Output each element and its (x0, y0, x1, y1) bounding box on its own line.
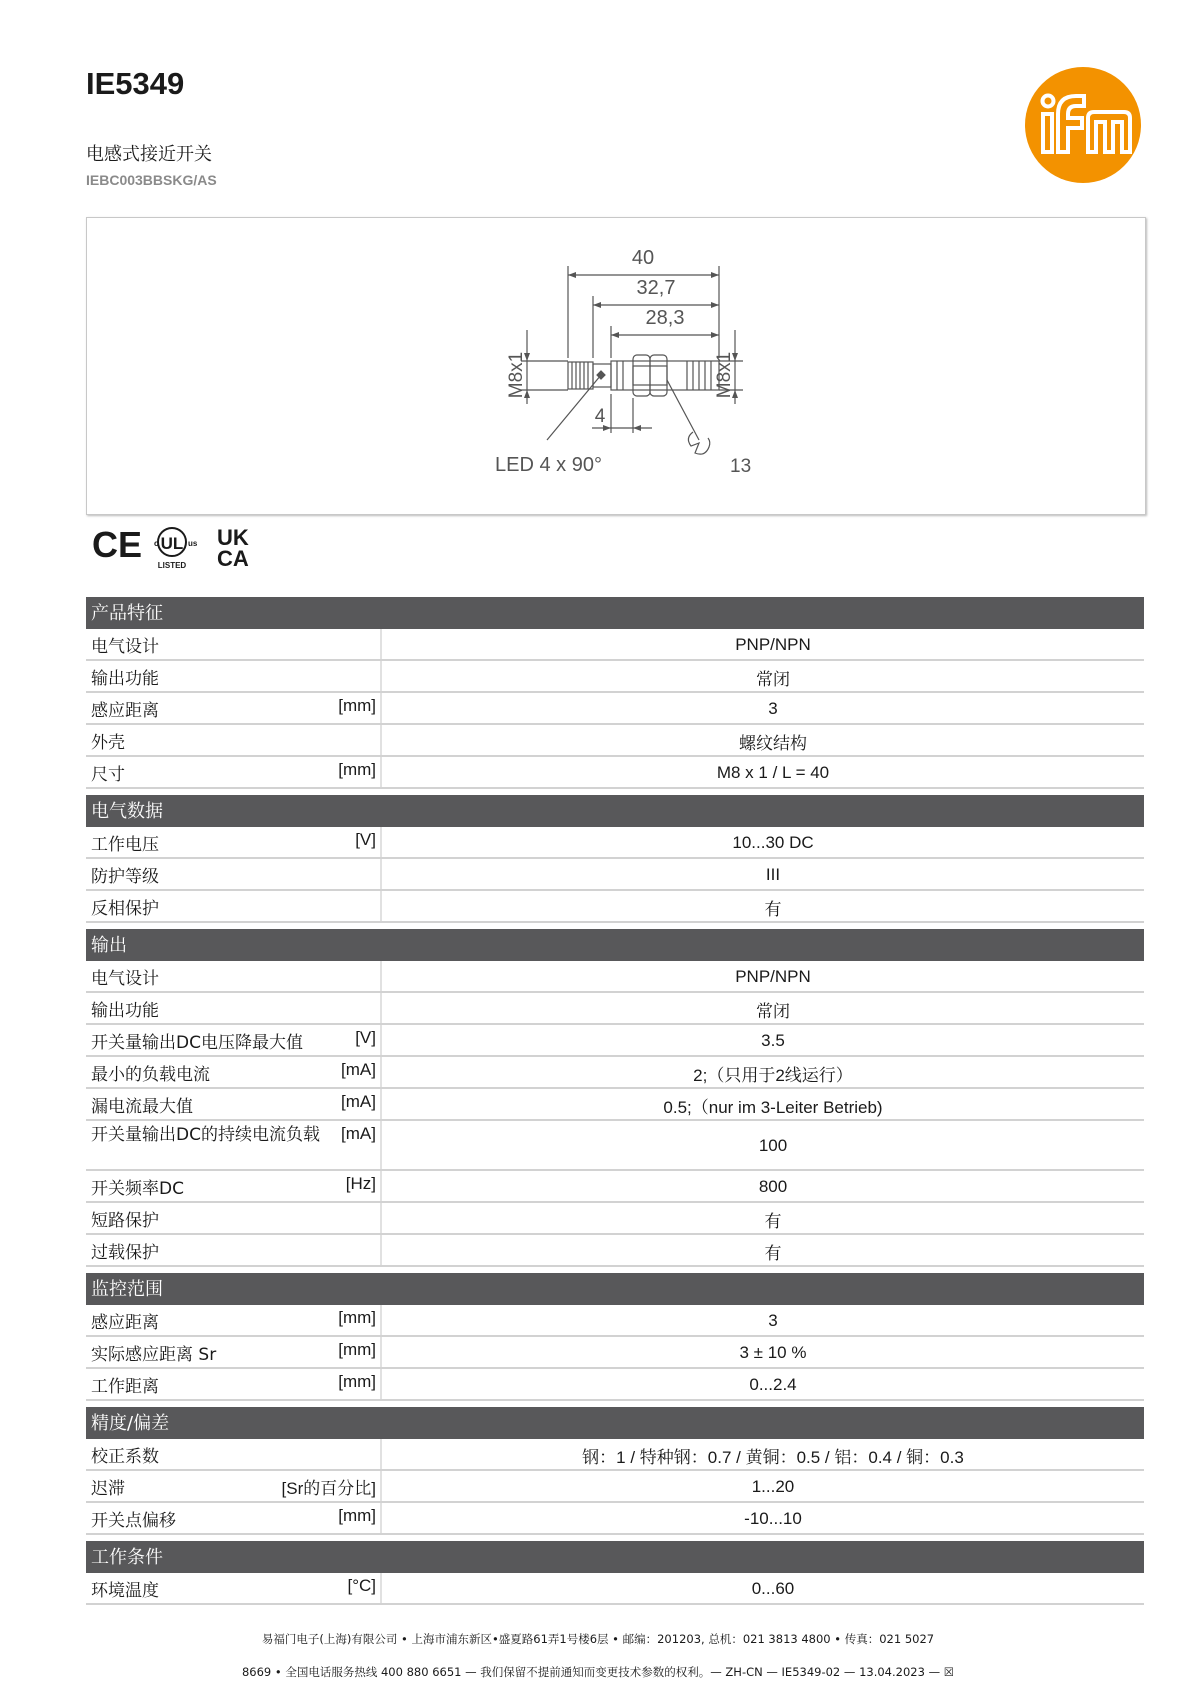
spec-label-cell (86, 961, 382, 991)
spec-value: 有 (764, 899, 782, 919)
spec-label-cell (86, 1305, 382, 1335)
spec-unit: [mm] (338, 1340, 376, 1359)
spec-row (86, 1203, 1144, 1235)
spec-value: 0...2.4 (749, 1375, 797, 1394)
spec-label: 迟滞 (91, 1479, 125, 1499)
wrench-size-label: 13 (730, 456, 752, 477)
spec-row (86, 1439, 1144, 1471)
spec-label-cell (86, 629, 382, 659)
spec-row (86, 661, 1144, 693)
spec-value: 3 (768, 1311, 778, 1330)
spec-label: 开关量输出DC的持续电流负载 (91, 1125, 320, 1145)
spec-unit: [°C] (347, 1576, 376, 1595)
spec-label: 环境温度 (91, 1581, 159, 1601)
spec-row (86, 859, 1144, 891)
spec-label-cell (86, 993, 382, 1023)
spec-row (86, 1121, 1144, 1171)
spec-row (86, 725, 1144, 757)
spec-label: 感应距离 (91, 701, 159, 721)
spec-value: 800 (758, 1177, 788, 1196)
spec-label: 感应距离 (91, 1313, 159, 1333)
spec-row (86, 1025, 1144, 1057)
spec-unit: [V] (355, 830, 376, 849)
svg-text:UL: UL (160, 534, 184, 553)
spec-label-cell (86, 1439, 382, 1469)
dim-32-7-label: 32,7 (636, 277, 676, 299)
spec-label-cell (86, 1057, 382, 1087)
article-code: IEBC003BBSKG/AS (86, 172, 217, 188)
spec-label-cell (86, 859, 382, 889)
spec-unit: [V] (355, 1028, 376, 1047)
footer-address: 易福门电子(上海)有限公司 • 上海市浦东新区•盛夏路61弄1号楼6层 • 邮编：201203, 总机：021 3813 4800 • 传真：021 5027 (261, 1632, 935, 1646)
spec-label-cell (86, 1369, 382, 1399)
spec-label: 过载保护 (91, 1243, 159, 1263)
spec-row (86, 961, 1144, 993)
spec-row (86, 891, 1144, 923)
ifm-logo (1024, 66, 1142, 184)
spec-label: 开关点偏移 (91, 1511, 176, 1531)
section-header: 监控范围 (86, 1273, 1144, 1305)
spec-value: PNP/NPN (735, 635, 811, 654)
spec-label-cell (86, 1503, 382, 1533)
spec-unit: [Hz] (345, 1174, 376, 1193)
spec-value: 3.5 (761, 1031, 785, 1050)
spec-label: 尺寸 (91, 765, 125, 785)
spec-label: 实际感应距离 Sr (91, 1345, 217, 1365)
spec-label: 电气设计 (91, 969, 159, 989)
section-header: 产品特征 (86, 597, 1144, 629)
spec-row (86, 1573, 1144, 1605)
spec-label-cell (86, 1025, 382, 1055)
svg-text:CA: CA (217, 546, 249, 571)
svg-text:LISTED: LISTED (157, 561, 187, 570)
spec-label: 防护等级 (91, 867, 159, 887)
spec-label-cell (86, 757, 382, 787)
spec-unit: [Sr的百分比] (281, 1479, 376, 1498)
spec-row (86, 1171, 1144, 1203)
spec-label: 输出功能 (91, 1001, 159, 1021)
ce-mark-icon: CE (92, 524, 143, 565)
spec-value: 10...30 DC (732, 833, 814, 852)
spec-label-cell (86, 1235, 382, 1265)
spec-row (86, 1305, 1144, 1337)
dim-28-3-label: 28,3 (645, 307, 685, 329)
spec-row (86, 1089, 1144, 1121)
spec-value: 常闭 (756, 1001, 790, 1021)
spec-unit: [mm] (338, 760, 376, 779)
spec-row (86, 1337, 1144, 1369)
spec-value: 100 (758, 1136, 788, 1155)
section-header: 精度/偏差 (86, 1407, 1144, 1439)
spec-label-cell (86, 1471, 382, 1501)
spec-label-cell (86, 661, 382, 691)
specification-table (86, 597, 1144, 1605)
spec-value: M8 x 1 / L = 40 (716, 763, 830, 782)
spec-label: 反相保护 (91, 899, 159, 919)
spec-row (86, 1235, 1144, 1267)
spec-value: 有 (764, 1211, 782, 1231)
spec-row (86, 1369, 1144, 1401)
spec-label-cell (86, 1171, 382, 1201)
spec-label-cell (86, 1337, 382, 1367)
footer-legal: 8669 • 全国电话服务热线 400 880 6651 — 我们保留不提前通知而变更技术参数的权利。— ZH-CN — IE5349-02 — 13.04.2023 — ☒ (241, 1665, 955, 1679)
dim-40-label: 40 (631, 247, 655, 269)
spec-label-cell (86, 1089, 382, 1119)
spec-label: 电气设计 (91, 637, 159, 657)
spec-label-cell (86, 725, 382, 755)
spec-value: 3 ± 10 % (739, 1343, 807, 1362)
ukca-mark-icon: UK (217, 525, 249, 550)
spec-label-cell (86, 891, 382, 921)
spec-row (86, 1503, 1144, 1535)
thread-right-label: M8x1 (714, 351, 735, 399)
spec-label: 漏电流最大值 (91, 1097, 193, 1117)
spec-value: 0.5;（nur im 3-Leiter Betrieb) (663, 1097, 883, 1117)
spec-row (86, 1471, 1144, 1503)
spec-label-cell (86, 693, 382, 723)
spec-value: III (765, 865, 781, 884)
spec-value: 螺纹结构 (739, 733, 807, 753)
spec-unit: [mA] (341, 1092, 376, 1111)
spec-unit: [mA] (341, 1124, 376, 1143)
product-subtitle: 电感式接近开关 (86, 144, 212, 165)
spec-value: 2;（只用于2线运行） (693, 1065, 853, 1085)
spec-value: 有 (764, 1243, 782, 1263)
spec-row (86, 827, 1144, 859)
spec-value: 常闭 (756, 669, 790, 689)
spec-label: 开关量输出DC电压降最大值 (91, 1033, 303, 1053)
spec-label: 工作电压 (91, 835, 159, 855)
spec-label-cell (86, 1573, 382, 1603)
spec-row (86, 757, 1144, 789)
dim-4-label: 4 (594, 406, 606, 427)
spec-value: 3 (768, 699, 778, 718)
spec-unit: [mm] (338, 1372, 376, 1391)
svg-text:us: us (188, 539, 198, 548)
spec-label-cell (86, 1121, 382, 1169)
spec-unit: [mm] (338, 1308, 376, 1327)
spec-row (86, 993, 1144, 1025)
spec-row (86, 1057, 1144, 1089)
section-header: 输出 (86, 929, 1144, 961)
spec-row (86, 693, 1144, 725)
spec-value: PNP/NPN (735, 967, 811, 986)
spec-unit: [mm] (338, 1506, 376, 1525)
thread-left-label: M8x1 (506, 351, 527, 399)
spec-label: 输出功能 (91, 669, 159, 689)
spec-label-cell (86, 827, 382, 857)
spec-label-cell (86, 1203, 382, 1233)
spec-label: 工作距离 (91, 1377, 159, 1397)
led-label: LED 4 x 90° (495, 454, 602, 476)
spec-unit: [mA] (341, 1060, 376, 1079)
section-header: 工作条件 (86, 1541, 1144, 1573)
section-header: 电气数据 (86, 795, 1144, 827)
product-title: IE5349 (86, 66, 185, 101)
spec-value: 1...20 (751, 1477, 795, 1496)
spec-row (86, 629, 1144, 661)
spec-label: 外壳 (91, 733, 125, 753)
spec-label: 开关频率DC (91, 1179, 184, 1199)
svg-text:c: c (154, 539, 159, 548)
spec-value: 0...60 (751, 1579, 795, 1598)
dimension-drawing (86, 217, 1146, 515)
spec-label: 短路保护 (91, 1211, 159, 1231)
spec-value: -10...10 (744, 1509, 802, 1528)
spec-label: 最小的负载电流 (91, 1065, 210, 1085)
certification-marks (92, 522, 262, 572)
spec-value: 钢：1 / 特种钢：0.7 / 黄铜：0.5 / 铝：0.4 / 铜：0.3 (582, 1447, 964, 1467)
spec-label: 校正系数 (91, 1447, 159, 1467)
spec-unit: [mm] (338, 696, 376, 715)
